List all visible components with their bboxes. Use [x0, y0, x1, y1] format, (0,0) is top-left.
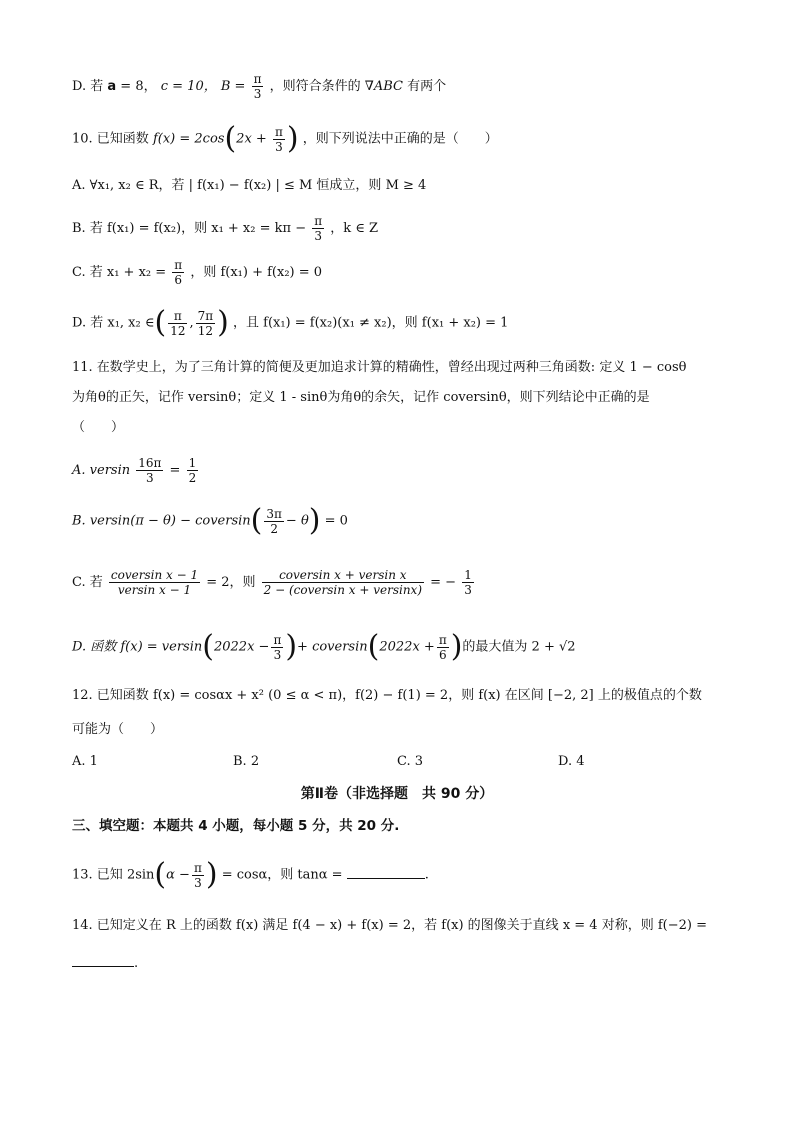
q9-d-end: 有两个 [407, 79, 447, 94]
q11-a-frac: $\frac{16\pi}{3}$ [138, 456, 162, 485]
q9-d-triangle: ∇ABC [364, 79, 403, 94]
q11-b-tail: = 0 [324, 513, 348, 529]
q10-d-frac2: $\frac{7\pi}{12}$ [197, 308, 214, 338]
q10-d-frac1: $\frac{\pi}{12}$ [170, 308, 186, 338]
q10-frac: $\frac{\pi}{3}$ [274, 124, 283, 154]
q11-c-frac1: $\frac{\text{coversin x − 1}}{\text{versin x − 1}}$ [110, 568, 199, 597]
q11-b-prefix: B. versin(π − θ) − coversin [72, 513, 251, 529]
q11-b-frac: $\frac{3\pi}{2}$ [266, 506, 282, 536]
q10-c-frac: $\frac{\pi}{6}$ [174, 258, 183, 287]
section-fill-in: 三、填空题：本题共 4 小题，每小题 5 分，共 20 分. [72, 818, 400, 834]
q9-d-b: B = [220, 79, 246, 94]
q12-stem-line2: 可能为（ ） [72, 722, 164, 737]
q10-option-b [72, 214, 734, 243]
q11-d-inner2: 2022x + [379, 639, 435, 655]
q9-d-a: a [107, 79, 117, 94]
q12-option-c: C. 3 [397, 754, 424, 769]
q10-func: f(x) = 2cos [152, 131, 225, 147]
q11-d-frac1: $\frac{\pi}{3}$ [273, 632, 282, 662]
q12-option-d: D. 4 [558, 754, 585, 769]
q13-inner: α − [166, 867, 190, 883]
q10-inner: 2x + [236, 131, 267, 147]
q10-option-c [72, 258, 734, 287]
q11-option-c [72, 568, 734, 597]
q10-option-a: A. ∀x₁, x₂ ∈ R，若 | f(x₁) − f(x₂) | ≤ M 恒成立，则 M ≥ 4 [72, 178, 427, 193]
q10-d-tail: ，且 f(x₁) = f(x₂)(x₁ ≠ x₂)，则 f(x₁ + x₂) = 1 [233, 315, 509, 331]
q13-tail: = cosα，则 tanα = [221, 867, 343, 883]
q11-c-result: $\frac{1}{3}$ [464, 568, 472, 597]
q10-c-prefix: C. 若 x₁ + x₂ = [72, 265, 167, 280]
q10-b-tail: ，k ∈ Z [330, 221, 379, 236]
q9-d-c: c = 10， [160, 79, 217, 94]
q13-end: . [424, 867, 429, 883]
q11-c-mid: = 2，则 [206, 575, 256, 590]
q10-b-prefix: B. 若 f(x₁) = f(x₂)，则 x₁ + x₂ = kπ − [72, 221, 307, 236]
q11-a-eq: = [169, 463, 181, 478]
q11-option-d: D. 函数 f(x) = versin(2022x − $\frac{\pi}{3}$ )+ coversin(2022x + $\frac{\pi}{6}$ )的最大值为 2 + √2 [72, 629, 576, 664]
q14-line2 [72, 952, 734, 974]
q10-option-d: D. 若 x₁, x₂ ∈( $\frac{\pi}{12}$ , $\frac{7\pi}{12}$ ) ，且 f(x₁) = f(x₂)(x₁ ≠ x₂)，则 f(x₁ + x₂) = 1 [72, 305, 509, 340]
q11-b-inner: − θ [285, 513, 309, 529]
q11-c-prefix: C. 若 [72, 575, 103, 590]
q13: 13. 已知 2sin(α − $\frac{\pi}{3}$ ) = cosα，则 tanα = . [72, 857, 429, 892]
q11-a-result: $\frac{1}{2}$ [188, 456, 197, 485]
q10-tail: ，则下列说法中正确的是（ ） [302, 131, 498, 147]
q11-stem-line3: （ ） [72, 420, 125, 435]
q9-d-frac: $\frac{\pi}{3}$ [253, 72, 262, 101]
q9-d-eq: = 8， [120, 79, 157, 94]
q11-stem-line1: 11. 在数学史上，为了三角计算的简便及更加追求计算的精确性，曾经出现过两种三角函数: 定义 1 − cosθ [72, 360, 687, 375]
part2-heading: 第Ⅱ卷（非选择题 共 90 分） [300, 786, 494, 802]
q11-option-a [72, 456, 734, 485]
q11-d-prefix: D. 函数 f(x) = versin [72, 639, 203, 655]
q10-c-tail: ，则 f(x₁) + f(x₂) = 0 [190, 265, 323, 280]
q10-d-prefix: D. 若 x₁, x₂ ∈ [72, 315, 155, 331]
q13-prefix: 13. 已知 2sin [72, 867, 155, 883]
q11-option-b: B. versin(π − θ) − coversin( $\frac{3\pi}{2}$ − θ) = 0 [72, 503, 348, 538]
q11-stem-line2: 为角θ的正矢，记作 versinθ；定义 1 - sinθ为角θ的余矢，记作 coversinθ，则下列结论中正确的是 [72, 390, 650, 405]
q9-option-d [72, 72, 734, 101]
q13-answer-blank[interactable] [347, 864, 425, 879]
q14-line1: 14. 已知定义在 R 上的函数 f(x) 满足 f(4 − x) + f(x) = 2，若 f(x) 的图像关于直线 x = 4 对称，则 f(−2) = [72, 918, 707, 933]
q9-d-prefix: D. 若 [72, 79, 104, 94]
q11-d-frac2: $\frac{\pi}{6}$ [438, 632, 447, 662]
q11-c-eq: = − [430, 575, 457, 590]
q11-d-inner1: 2022x − [213, 639, 270, 655]
q11-d-mid: + coversin [297, 639, 368, 655]
q14-end: . [134, 956, 139, 971]
q12-stem-line1: 12. 已知函数 f(x) = cosαx + x² (0 ≤ α < π)，f(2) − f(1) = 2，则 f(x) 在区间 [−2, 2] 上的极值点的个数 [72, 688, 702, 703]
q10-prefix: 10. 已知函数 [72, 131, 149, 147]
q11-c-frac2: $\frac{\text{coversin x + versin x}}{\text{2 − (coversin x + versinx)}}$ [263, 568, 422, 597]
q11-a-prefix: A. versin [72, 463, 131, 478]
q10-stem: 10. 已知函数 f(x) = 2cos(2x + $\frac{\pi}{3}$ ) ，则下列说法中正确的是（ ） [72, 121, 498, 156]
q12-option-a: A. 1 [72, 754, 98, 769]
q9-d-tail: ，则符合条件的 [269, 79, 361, 94]
q10-b-frac: $\frac{\pi}{3}$ [314, 214, 323, 243]
q13-frac: $\frac{\pi}{3}$ [193, 860, 202, 890]
q12-option-b: B. 2 [233, 754, 260, 769]
q14-answer-blank[interactable] [72, 952, 134, 967]
q11-d-tail: 的最大值为 2 + √2 [462, 639, 576, 655]
